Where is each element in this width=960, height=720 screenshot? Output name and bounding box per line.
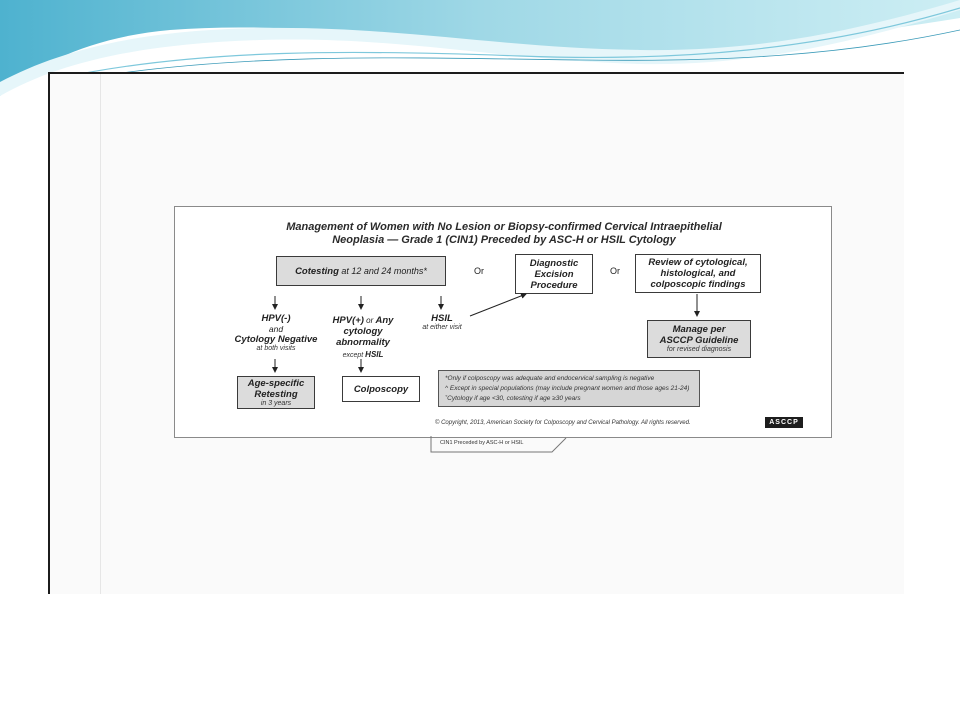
manage-line-2: ASCCP Guideline <box>659 335 739 346</box>
hpv-positive-except: except <box>342 352 366 359</box>
footnote-3: ˚Cytology if age <30, cotesting if age ≥30 years <box>445 395 581 402</box>
manage-line-1: Manage per <box>672 324 726 335</box>
or-label-1: Or <box>474 266 484 276</box>
excision-line-2: Excision <box>534 268 574 280</box>
asccp-logo: ASCCP <box>765 417 803 428</box>
hpv-negative-line-3: Cytology Negative <box>234 334 318 345</box>
diagram-title-line-1: Management of Women with No Lesion or Biopsy-confirmed Cervical Intraepithelial <box>286 221 722 233</box>
flowchart-connectors <box>174 206 832 438</box>
copyright-text: © Copyright, 2013, American Society for Colposcopy and Cervical Pathology. All rights reserved. <box>435 420 691 426</box>
review-line-3: colposcopic findings <box>650 279 746 290</box>
colposcopy-label: Colposcopy <box>353 383 409 395</box>
hpv-positive-hsil: HSIL <box>365 350 384 359</box>
scan-edge <box>100 74 101 594</box>
arrow-hsil-to-excision <box>470 294 526 316</box>
review-line-1: Review of cytological, <box>648 257 748 268</box>
footnote-1: *Only if colposcopy was adequate and endocervical sampling is negative <box>445 375 655 382</box>
retesting-sub: in 3 years <box>260 399 292 407</box>
cotesting-rest: at 12 and 24 months* <box>338 266 427 276</box>
excision-line-1: Diagnostic <box>529 257 579 269</box>
retesting-line-1: Age-specific <box>247 377 305 389</box>
hpv-positive-line-2: cytology <box>343 326 383 337</box>
hpv-positive-or: or <box>363 316 376 325</box>
hpv-positive-line-3: abnormality <box>336 337 390 348</box>
hpv-negative-line-2: and <box>268 324 284 334</box>
hpv-negative-line-1: HPV(-) <box>261 313 291 324</box>
caption-tab-label: CIN1 Preceded by ASC-H or HSIL <box>440 440 524 446</box>
review-line-2: histological, and <box>660 268 736 279</box>
cotesting-bold: Cotesting <box>295 265 339 277</box>
hpv-negative-sub: at both visits <box>256 345 296 352</box>
hsil-sub: at either visit <box>422 324 462 331</box>
hpv-positive-a: HPV(+) <box>332 315 364 326</box>
diagram-title-line-2: Neoplasia — Grade 1 (CIN1) Preceded by ASC-H or HSIL Cytology <box>332 234 676 246</box>
retesting-line-2: Retesting <box>254 388 298 400</box>
hpv-positive-any: Any <box>375 315 394 326</box>
manage-sub: for revised diagnosis <box>666 346 732 353</box>
footnote-2: ^ Except in special populations (may include pregnant women and those ages 21-24) <box>445 385 690 392</box>
or-label-2: Or <box>610 266 620 276</box>
excision-line-3: Procedure <box>530 279 578 291</box>
caption-tab <box>430 436 570 456</box>
hsil-line-1: HSIL <box>431 313 453 324</box>
